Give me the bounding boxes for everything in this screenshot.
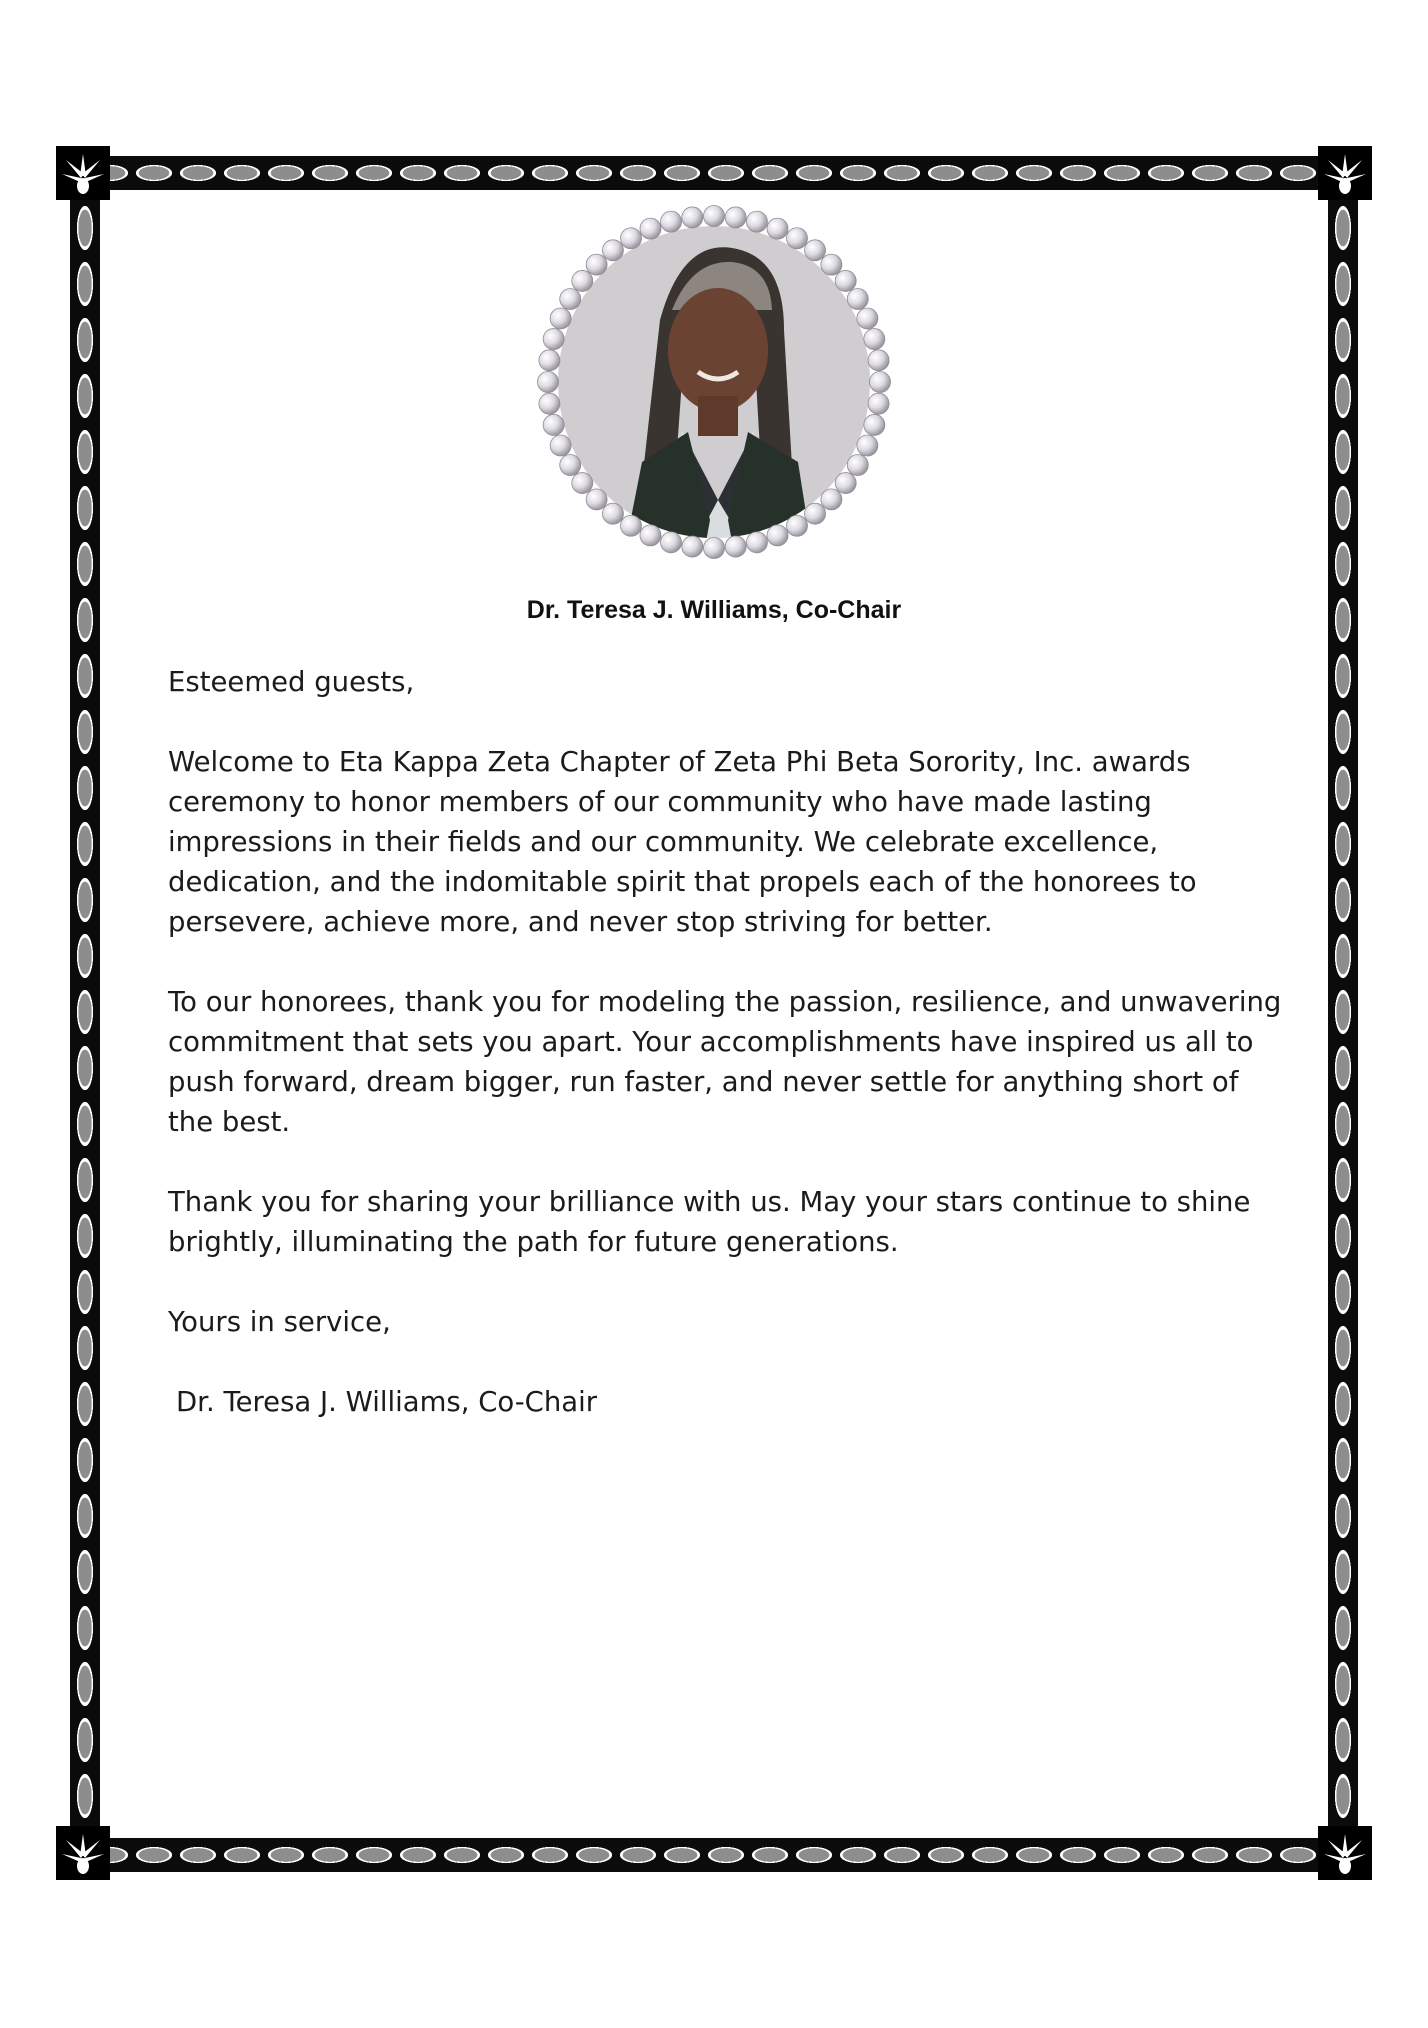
pearl	[543, 329, 564, 350]
pearl	[787, 515, 808, 536]
pearl	[805, 503, 826, 524]
pearl	[560, 455, 581, 476]
pearl	[847, 289, 868, 310]
pearl	[864, 414, 885, 435]
pearl	[821, 254, 842, 275]
pearl	[586, 489, 607, 510]
pearl	[835, 270, 856, 291]
pearl	[857, 308, 878, 329]
pearl	[602, 503, 623, 524]
letter-paragraph: To our honorees, thank you for modeling the passion, resilience, and unwavering commitment that sets you apart. Your accomplishments have inspired us all to push forward, dream bigger, run faster, and never settle for anything short of the best.	[168, 986, 1282, 1138]
frame-corner-ornament-icon	[56, 146, 110, 200]
pearl	[868, 393, 889, 414]
pearl	[640, 218, 661, 239]
pearl	[539, 350, 560, 371]
pearl	[682, 207, 703, 228]
pearl	[682, 536, 703, 557]
pearl	[539, 393, 560, 414]
pearl	[787, 228, 808, 249]
pearl	[857, 435, 878, 456]
pearl	[864, 329, 885, 350]
letter-body	[168, 662, 1288, 1462]
pearl	[767, 218, 788, 239]
pearl	[621, 515, 642, 536]
pearl	[560, 289, 581, 310]
frame-bottom-border	[88, 1838, 1340, 1872]
letter-closing: Yours in service,	[168, 1306, 391, 1338]
pearl	[835, 473, 856, 494]
pearl	[572, 270, 593, 291]
pearl	[746, 532, 767, 553]
pearl	[746, 211, 767, 232]
photo-caption: Dr. Teresa J. Williams, Co-Chair	[526, 596, 902, 624]
frame-right-border	[1328, 200, 1358, 1838]
pearl	[870, 372, 891, 393]
portrait-photo	[532, 200, 896, 564]
pearl	[602, 240, 623, 261]
pearl	[704, 538, 725, 559]
frame-corner-ornament-icon	[1318, 1826, 1372, 1880]
pearl	[725, 536, 746, 557]
pearl	[725, 207, 746, 228]
frame-corner-ornament-icon	[1318, 146, 1372, 200]
pearl	[767, 525, 788, 546]
pearl	[550, 435, 571, 456]
pearl	[640, 525, 661, 546]
pearl	[704, 206, 725, 227]
pearl	[621, 228, 642, 249]
pearl	[805, 240, 826, 261]
pearl	[847, 455, 868, 476]
frame-left-border	[70, 200, 100, 1838]
frame-corner-ornament-icon	[56, 1826, 110, 1880]
pearl	[572, 473, 593, 494]
pearl	[868, 350, 889, 371]
pearl	[543, 414, 564, 435]
letter-signature: Dr. Teresa J. Williams, Co-Chair	[176, 1386, 598, 1418]
letter-salutation: Esteemed guests,	[168, 666, 415, 698]
frame-top-border	[88, 156, 1340, 190]
pearl	[661, 532, 682, 553]
portrait-illustration	[532, 200, 896, 564]
pearl	[538, 372, 559, 393]
pearl	[586, 254, 607, 275]
letter-paragraph: Welcome to Eta Kappa Zeta Chapter of Zeta Phi Beta Sorority, Inc. awards ceremony to honor members of our community who have made lasting impressions in their fields and our community. We celebrate excellence, dedication, and the indomitable spirit that propels each of the honorees to persevere, achieve more, and never stop striving for better.	[168, 746, 1197, 938]
letter-paragraph: Thank you for sharing your brilliance with us. May your stars continue to shine brightly, illuminating the path for future generations.	[168, 1186, 1251, 1258]
pearl	[661, 211, 682, 232]
pearl	[821, 489, 842, 510]
pearl	[550, 308, 571, 329]
